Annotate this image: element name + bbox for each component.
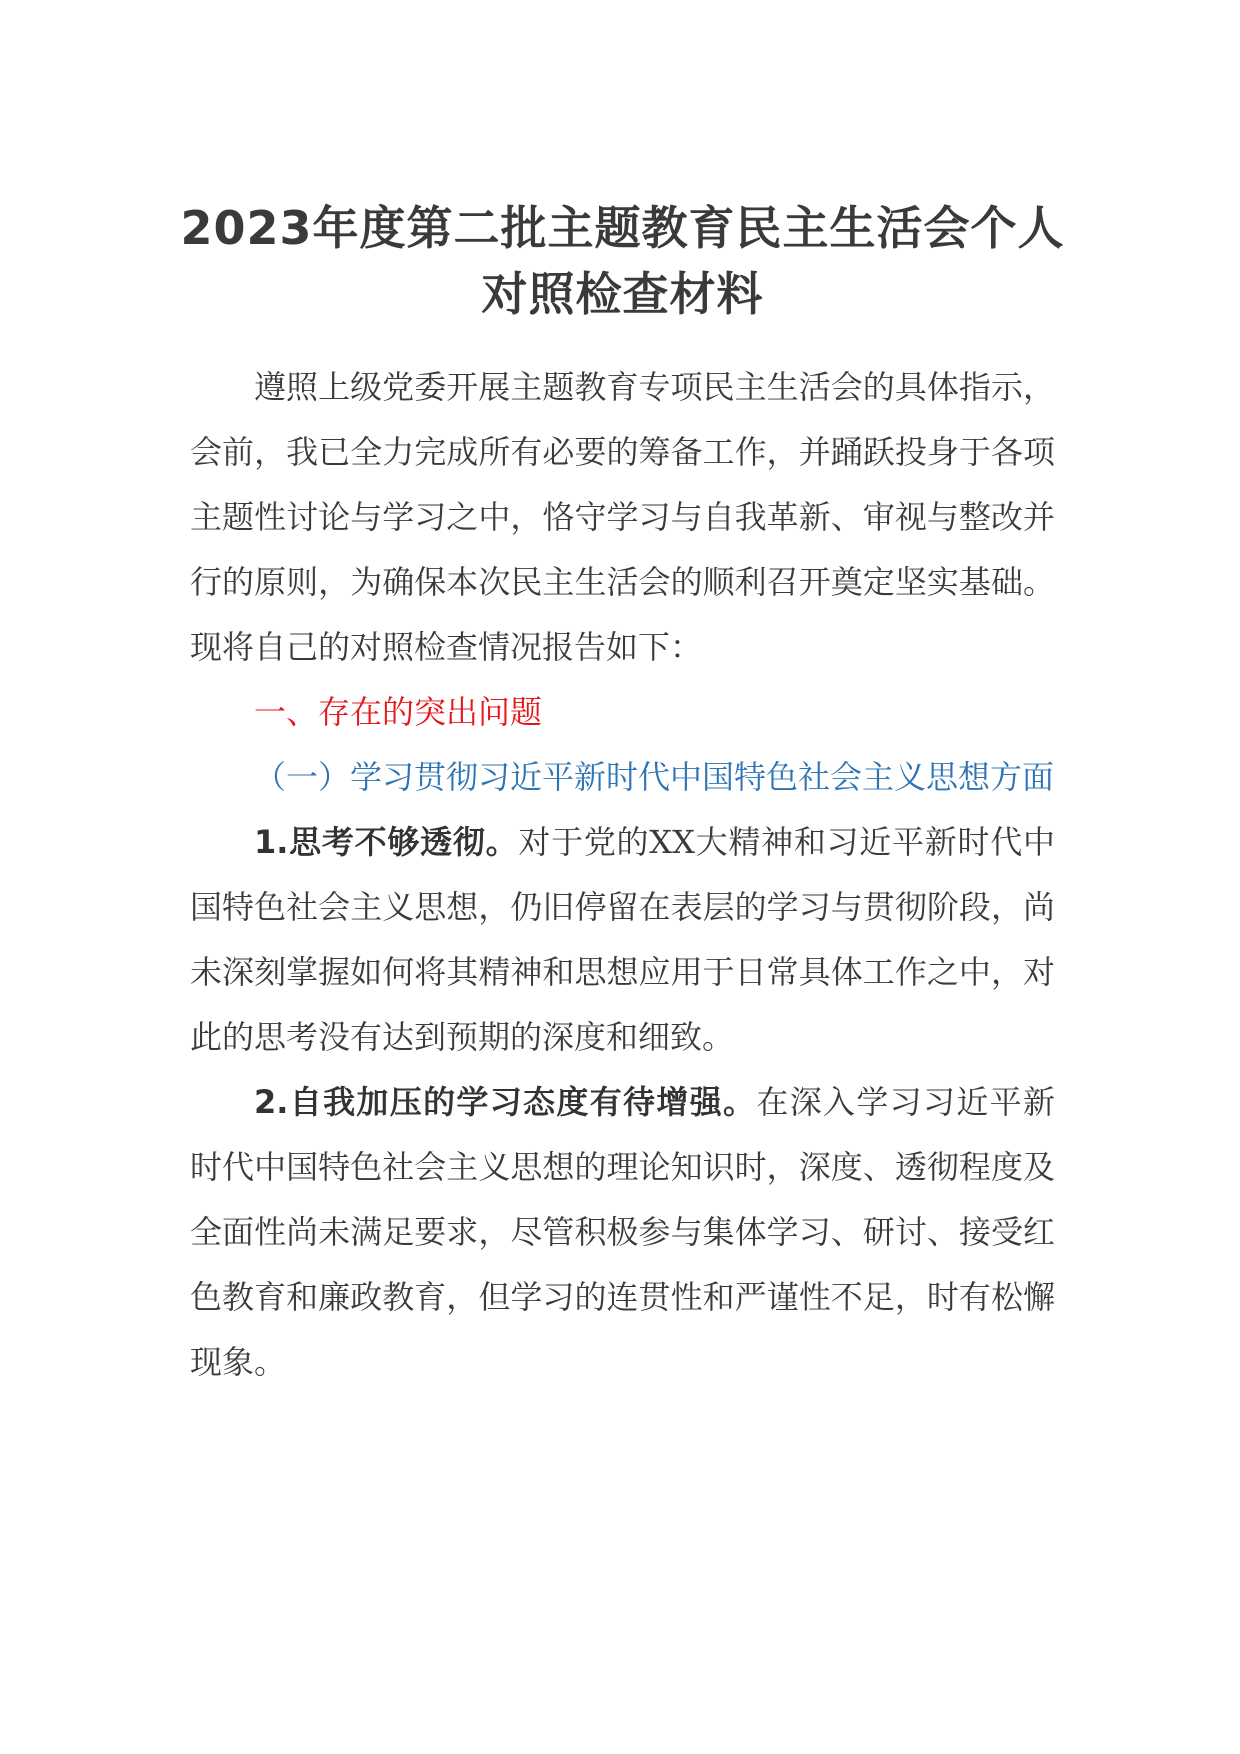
intro-paragraph: 遵照上级党委开展主题教育专项民主生活会的具体指示，会前，我已全力完成所有必要的筹备工作，并踊跃投身于各项主题性讨论与学习之中，恪守学习与自我革新、审视与整改并行的原则，为确保本次民主生活会的顺利召开奠定坚实基础。现将自己的对照检查情况报告如下：: [190, 368, 1055, 666]
document-page: [180, 195, 1065, 1395]
title-line-2: 对照检查材料: [481, 267, 764, 321]
item-lead-2: 2.自我加压的学习态度有待增强。: [254, 1083, 757, 1121]
item-paragraph-2: [190, 1070, 1055, 1395]
item-text-1: 对于党的XX大精神和习近平新时代中国特色社会主义思想，仍旧停留在表层的学习与贯彻阶段，尚未深刻掌握如何将其精神和思想应用于日常具体工作之中，对此的思考没有达到预期的深度和细致。: [190, 823, 1055, 1056]
title-line-1: 2023年度第二批主题教育民主生活会个人: [180, 201, 1065, 255]
document-title: [180, 195, 1065, 327]
item-paragraph-1: [190, 810, 1055, 1070]
subsection-heading: （一）学习贯彻习近平新时代中国特色社会主义思想方面: [254, 758, 1055, 796]
item-lead-1: 1.思考不够透彻。: [254, 823, 519, 861]
item-text-2: 在深入学习习近平新时代中国特色社会主义思想的理论知识时，深度、透彻程度及全面性尚未满足要求，尽管积极参与集体学习、研讨、接受红色教育和廉政教育，但学习的连贯性和严谨性不足，时有松懈现象。: [190, 1083, 1055, 1381]
section-heading: 一、存在的突出问题: [254, 693, 543, 731]
